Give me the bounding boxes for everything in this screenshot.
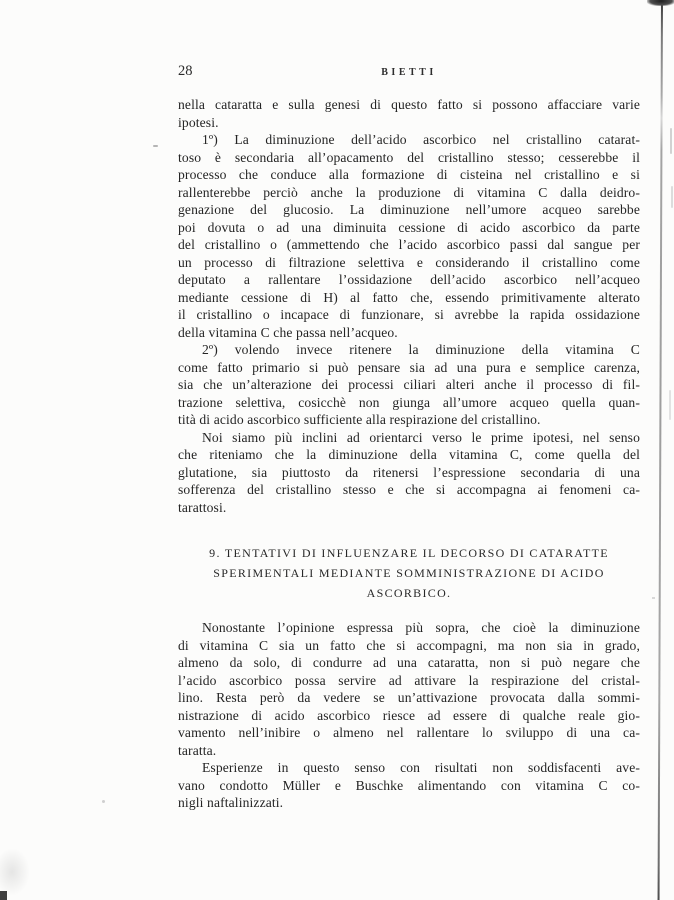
text-line: sia che un’alterazione dei processi ciliari alteri anche il processo di fil- [178, 377, 640, 392]
text-line: tarattosi. [178, 499, 227, 515]
text-line: vano condotto Müller e Buschke alimentando con vitamina C co- [178, 777, 640, 793]
section-heading [178, 543, 640, 603]
text-line: lino. Resta però da vedere se un’attivazione provocata dalla sommi- [178, 690, 640, 705]
text-line: nigli naftalinizzati. [178, 795, 284, 810]
paragraph-conclusion [178, 429, 640, 517]
paragraph-hypothesis-1 [178, 131, 640, 341]
text-line: nella cataratta e sulla genesi di questo fatto si possono affacciare varie [178, 97, 640, 112]
scan-artifact-top-edge-blob [647, 0, 674, 6]
text-line: come fatto primario si può pensare sia ad una pura e semplice carenza, [178, 359, 640, 375]
text-block [178, 96, 640, 812]
scan-artifact-speck [652, 597, 655, 599]
scan-artifact-edge-tick [669, 390, 671, 420]
text-line: che riteniamo che la diminuzione della vitamina C, come quella del [178, 447, 640, 462]
scan-artifact-corner-mark [0, 891, 7, 900]
scan-artifact-smudge [0, 848, 30, 896]
text-line: il cristallino o incapace di funzionare, si avrebbe la rapida ossidazione [178, 307, 640, 322]
text-line: l’acido ascorbico possa servire ad attivare la respirazione del cristal- [178, 672, 640, 688]
text-line: poi dovuta o ad una diminuita cessione di acido ascorbico da parte [178, 219, 640, 235]
text-line: trazione selettiva, cosicchè non giunga all’umore acqueo quella quan- [178, 394, 640, 410]
text-line: Esperienze in questo senso con risultati non soddisfacenti ave- [202, 760, 640, 775]
text-line: vamento nell’inibire o almeno nel rallentare lo sviluppo di una ca- [178, 725, 640, 740]
scan-artifact-edge-tick [670, 128, 672, 154]
page-header [178, 63, 640, 83]
running-header: BIETTI [381, 67, 437, 78]
section-heading-line-1: 9. TENTATIVI DI INFLUENZARE IL DECORSO DI CATARATTE [209, 546, 609, 560]
text-line: di vitamina C sia un fatto che si accompagni, ma non sia in grado, [178, 637, 640, 653]
paragraph-hypothesis-2 [178, 341, 640, 429]
paragraph-esperienze [178, 759, 640, 812]
text-line: processo che conduce alla formazione di cisteina nel cristallino e si [178, 167, 640, 182]
text-line: Nonostante l’opinione espressa più sopra, che cioè la diminuzione [202, 620, 640, 635]
scan-artifact-speck [102, 800, 105, 803]
text-line: 1º) La diminuzione dell’acido ascorbico nel cristallino catarat- [202, 132, 640, 147]
paragraph-continuation [178, 96, 640, 131]
text-line: sofferenza del cristallino stesso e che si accompagna ai fenomeni ca- [178, 482, 640, 497]
page-number: 28 [178, 63, 193, 79]
text-line: ipotesi. [178, 114, 219, 130]
scan-artifact-edge-tick [671, 186, 673, 208]
text-line: taratta. [178, 742, 217, 758]
text-line: del cristallino o (ammettendo che l’acido ascorbico passi dal sangue per [178, 237, 640, 252]
section-heading-line-2: SPERIMENTALI MEDIANTE SOMMINISTRAZIONE DI ACIDO ASCORBICO. [213, 566, 605, 600]
scan-artifact-speck [153, 145, 158, 147]
text-line: genazione del glucosio. La diminuzione nell’umore acqueo sarebbe [178, 202, 640, 217]
paragraph-nonostante [178, 619, 640, 759]
text-line: 2º) volendo invece ritenere la diminuzione della vitamina C [202, 342, 640, 357]
text-line: tità di acido ascorbico sufficiente alla respirazione del cristallino. [178, 412, 541, 427]
text-line: glutatione, sia piuttosto da ritenersi l’espressione secondaria di una [178, 464, 640, 480]
text-line: mediante cessione di H) al fatto che, essendo primitivamente alterato [178, 289, 640, 305]
text-line: un processo di filtrazione selettiva e considerando il cristallino come [178, 254, 640, 270]
scan-artifact-page-edge-line [658, 0, 663, 900]
text-line: rallenterebbe perciò anche la produzione di vitamina C dalla deidro- [178, 184, 640, 200]
text-line: deputato a rallentare l’ossidazione dell’acido ascorbico nell’acqueo [178, 272, 640, 287]
text-line: della vitamina C che passa nell’acqueo. [178, 324, 398, 340]
text-line: toso è secondaria all’opacamento del cristallino stesso; cesserebbe il [178, 149, 640, 165]
text-line: Noi siamo più inclini ad orientarci verso le prime ipotesi, nel senso [202, 429, 640, 445]
text-line: almeno da solo, di condurre ad una cataratta, non si può negare che [178, 655, 640, 670]
text-line: nistrazione di acido ascorbico riesce ad essere di qualche reale gio- [178, 707, 640, 723]
